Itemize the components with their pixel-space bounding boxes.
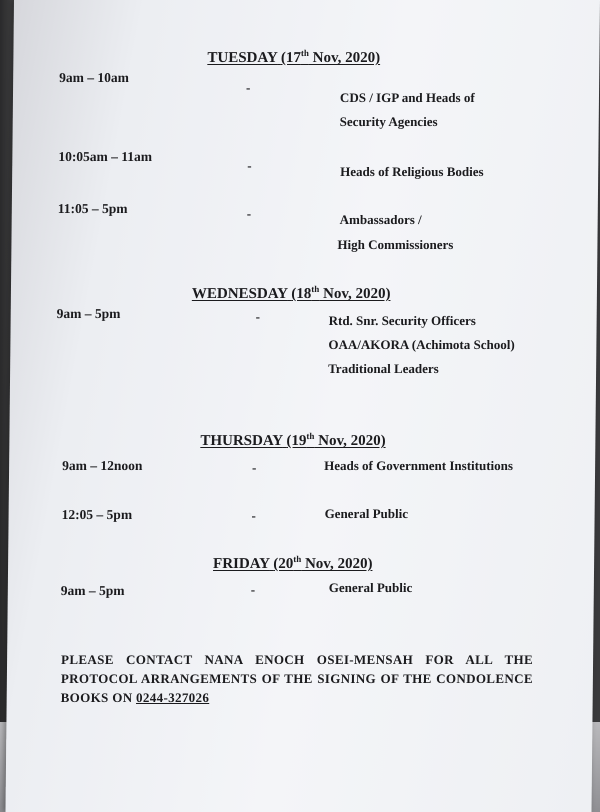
slot-dash: - — [250, 582, 256, 597]
day-name: WEDNESDAY — [191, 286, 288, 302]
day-name: FRIDAY — [213, 556, 270, 572]
printed-sheet — [5, 0, 600, 812]
slot-attendee: Rtd. Snr. Security Officers — [328, 313, 476, 328]
slot-attendee: Heads of Religious Bodies — [340, 164, 484, 179]
slot-time: 9am – 5pm — [56, 306, 121, 321]
slot-attendee: Ambassadors / — [339, 212, 422, 227]
slot-attendee: Heads of Government Institutions — [324, 458, 514, 473]
contact-note — [61, 650, 534, 707]
slot-time: 9am – 5pm — [60, 583, 125, 598]
slot-attendee: OAA/AKORA (Achimota School) — [328, 337, 515, 352]
slot-time: 10:05am – 11am — [58, 149, 153, 164]
slot-attendee: General Public — [324, 506, 409, 521]
slot-dash: - — [255, 309, 261, 324]
day-name: THURSDAY — [200, 433, 283, 449]
slot-time: 9am – 10am — [59, 70, 130, 85]
slot-dash: - — [246, 80, 251, 95]
contact-note-text: PLEASE CONTACT NANA ENOCH OSEI-MENSAH FOR ALL THE PROTOCOL ARRANGEMENTS OF THE SIGNING OF THE CONDOLENCE BOOKS ON — [60, 652, 534, 705]
day-date: (18th Nov, 2020) — [291, 284, 391, 302]
contact-phone: 0244-327026 — [136, 690, 210, 705]
day-date: (19th Nov, 2020) — [286, 431, 386, 449]
slot-dash: - — [246, 206, 252, 221]
slot-attendee: General Public — [328, 580, 413, 595]
slot-attendee: CDS / IGP and Heads of — [339, 90, 475, 105]
slot-time: 12:05 – 5pm — [61, 507, 133, 522]
day-heading-wednesday — [192, 284, 391, 303]
slot-dash: - — [251, 508, 257, 523]
slot-dash: - — [247, 158, 252, 173]
slot-attendee: Traditional Leaders — [328, 361, 439, 376]
day-heading-friday — [213, 554, 373, 573]
day-date: (17th Nov, 2020) — [280, 48, 381, 66]
slot-attendee: Security Agencies — [339, 114, 438, 129]
day-date: (20th Nov, 2020) — [273, 554, 373, 572]
day-heading-thursday — [200, 431, 385, 450]
day-heading-tuesday — [207, 48, 380, 67]
slot-dash: - — [252, 460, 257, 475]
slot-time: 9am – 12noon — [62, 458, 143, 473]
slot-attendee: High Commissioners — [337, 237, 454, 252]
day-name: TUESDAY — [207, 50, 278, 66]
slot-time: 11:05 – 5pm — [57, 201, 128, 216]
